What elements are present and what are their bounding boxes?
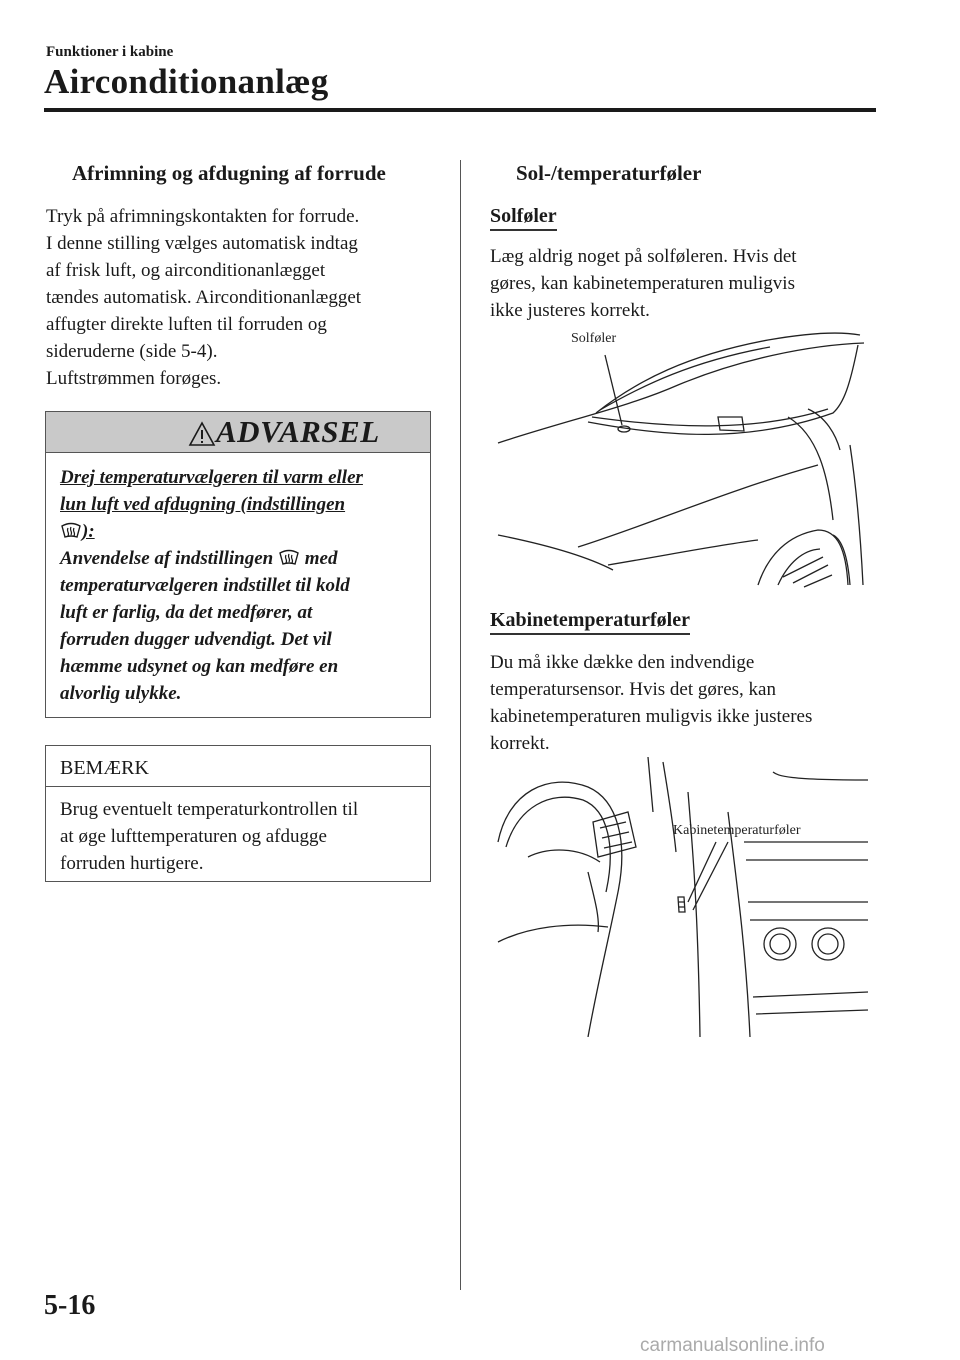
cabin-sensor-illustration [488,752,873,1037]
sun-sensor-subheading: Solføler [490,205,557,231]
body-line: kabinetemperaturen muligvis ikke justeres [490,706,813,727]
body-line: ikke justeres korrekt. [490,300,650,321]
body-line: Læg aldrig noget på solføleren. Hvis det [490,246,797,267]
sun-sensor-label: Solføler [571,331,617,346]
body-line: korrekt. [490,733,550,754]
defrost-body [46,203,431,392]
body-line: Luftstrømmen forøges. [46,368,222,389]
warning-line: forruden dugger udvendigt. Det vil [60,629,332,650]
page-title: Airconditionanlæg [44,62,329,101]
warning-triangle-icon [188,421,216,447]
title-rule [44,108,876,112]
note-line: forruden hurtigere. [60,853,204,874]
body-line: af frisk luft, og airconditionanlægget [46,260,326,281]
note-line: Brug eventuelt temperaturkontrollen til [60,799,359,820]
cabin-sensor-subheading: Kabinetemperaturføler [490,609,690,635]
body-line: tændes automatisk. Airconditionanlægget [46,287,362,308]
body-line: gøres, kan kabinetemperaturen muligvis [490,273,795,294]
body-line: Tryk på afrimningskontakten for forrude. [46,206,360,227]
cabin-sensor-body [490,649,880,757]
watermark: carmanualsonline.info [640,1335,825,1356]
warning-header [46,412,430,453]
body-line: sideruderne (side 5-4). [46,341,218,362]
windshield-defrost-icon [60,522,82,540]
body-line: Du må ikke dække den indvendige [490,652,755,673]
body-line: affugter direkte luften til forruden og [46,314,327,335]
defrost-heading: Afrimning og afdugning af forrude [72,161,386,185]
sun-sensor-body [490,243,880,324]
warning-line: Drej temperaturvælgeren til varm eller [60,467,363,488]
note-box [45,745,431,882]
warning-line: hæmme udsynet og kan medføre en [60,656,339,677]
note-title: BEMÆRK [60,757,149,779]
warning-title: ADVARSEL [216,414,380,449]
sun-sensor-illustration [488,325,873,590]
cabin-sensor-label: Kabinetemperaturføler [673,823,801,838]
body-line: I denne stilling vælges automatisk indtag [46,233,358,254]
warning-body [60,464,420,707]
page-number: 5-16 [44,1290,96,1321]
warning-line: lun luft ved afdugning (indstillingen [60,494,346,515]
warning-box [45,411,431,718]
warning-line: alvorlig ulykke. [60,683,182,704]
warning-line-4: Anvendelse af indstillingen med [60,548,338,569]
note-line: at øge lufttemperaturen og afdugge [60,826,327,847]
warning-line: temperaturvælgeren indstillet til kold [60,575,350,596]
section-label: Funktioner i kabine [46,44,174,60]
note-header [46,746,430,787]
windshield-defrost-icon [278,549,300,567]
sensor-heading: Sol-/temperaturføler [516,161,702,185]
warning-line-3: ): [60,518,420,545]
column-divider [460,160,461,1290]
warning-line: luft er farlig, da det medfører, at [60,602,313,623]
note-body [60,796,420,877]
body-line: temperatursensor. Hvis det gøres, kan [490,679,776,700]
